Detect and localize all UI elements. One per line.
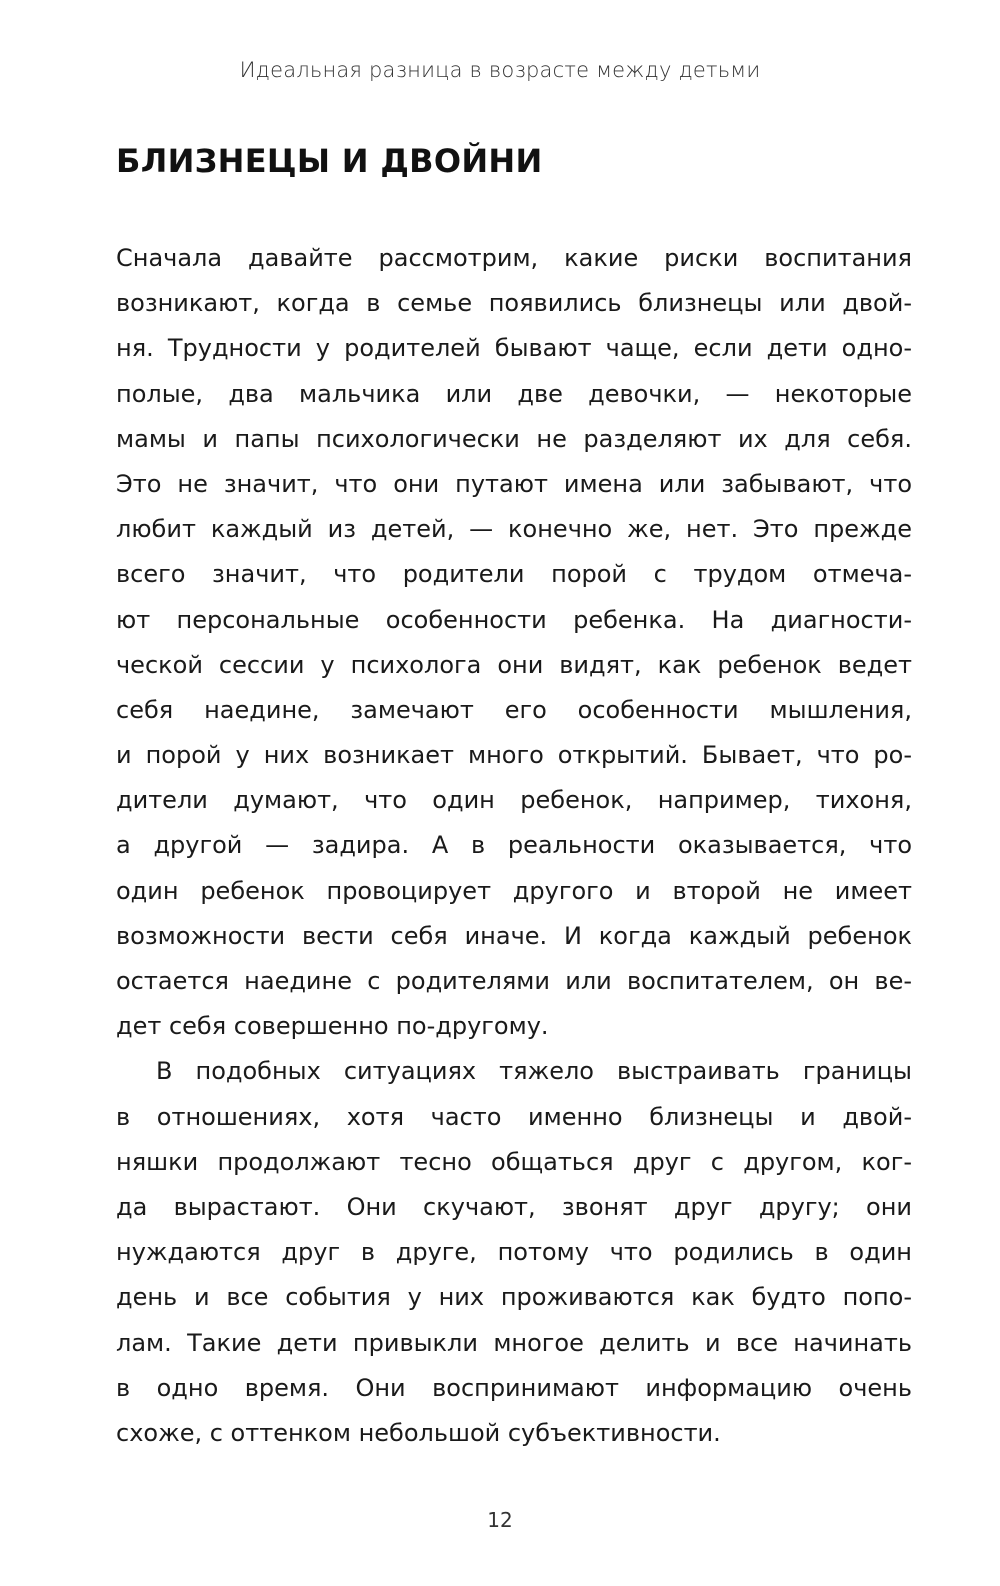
text-line: возможности вести себя иначе. И когда каждый ребенок bbox=[116, 921, 912, 950]
text-line: схоже, с оттенком небольшой субъективности. bbox=[116, 1418, 721, 1447]
text-line: дители думают, что один ребенок, например, тихоня, bbox=[116, 786, 912, 815]
text-line: ня. Трудности у родителей бывают чаще, если дети одно- bbox=[116, 334, 912, 363]
text-line: всего значит, что родители порой с трудом отмеча- bbox=[116, 560, 912, 589]
page-number: 12 bbox=[487, 1508, 513, 1532]
text-line: дет себя совершенно по-другому. bbox=[116, 1012, 549, 1041]
text-line: полые, два мальчика или две девочки, — некоторые bbox=[116, 379, 912, 408]
text-line: ческой сессии у психолога они видят, как ребенок ведет bbox=[116, 650, 912, 679]
text-line: себя наедине, замечают его особенности мышления, bbox=[116, 695, 912, 724]
text-line: любит каждый из детей, — конечно же, нет. Это прежде bbox=[116, 515, 912, 544]
text-line: в одно время. Они воспринимают информацию очень bbox=[116, 1373, 912, 1402]
text-line: день и все события у них проживаются как будто попо- bbox=[116, 1283, 912, 1312]
text-line: остается наедине с родителями или воспитателем, он ве- bbox=[116, 967, 912, 995]
text-line: да вырастают. Они скучают, звонят друг другу; они bbox=[116, 1192, 912, 1221]
text-line: а другой — задира. А в реальности оказывается, что bbox=[116, 831, 912, 860]
text-line: мамы и папы психологически не разделяют их для себя. bbox=[116, 424, 912, 453]
text-line: один ребенок провоцирует другого и второй не имеет bbox=[116, 876, 912, 905]
text-line: в отношениях, хотя часто именно близнецы и двой- bbox=[116, 1102, 912, 1131]
text-line: В подобных ситуациях тяжело выстраивать границы bbox=[156, 1057, 912, 1086]
body-text bbox=[116, 236, 912, 1456]
paragraph-1 bbox=[116, 236, 912, 1049]
running-header: Идеальная разница в возрасте между детьми bbox=[239, 58, 761, 82]
text-line: Сначала давайте рассмотрим, какие риски воспитания bbox=[116, 244, 912, 272]
text-line: няшки продолжают тесно общаться друг с другом, ког- bbox=[116, 1147, 912, 1176]
text-line: ют персональные особенности ребенка. На диагности- bbox=[116, 605, 912, 634]
text-line: и порой у них возникает много открытий. Бывает, что ро- bbox=[116, 741, 912, 770]
text-line: лам. Такие дети привыкли многое делить и все начинать bbox=[116, 1328, 912, 1357]
text-line: возникают, когда в семье появились близнецы или двой- bbox=[116, 289, 912, 318]
chapter-title: БЛИЗНЕЦЫ И ДВОЙНИ bbox=[116, 142, 543, 180]
text-line: нуждаются друг в друге, потому что родились в один bbox=[116, 1238, 912, 1267]
text-line: Это не значит, что они путают имена или забывают, что bbox=[116, 469, 912, 498]
paragraph-2 bbox=[116, 1049, 912, 1456]
